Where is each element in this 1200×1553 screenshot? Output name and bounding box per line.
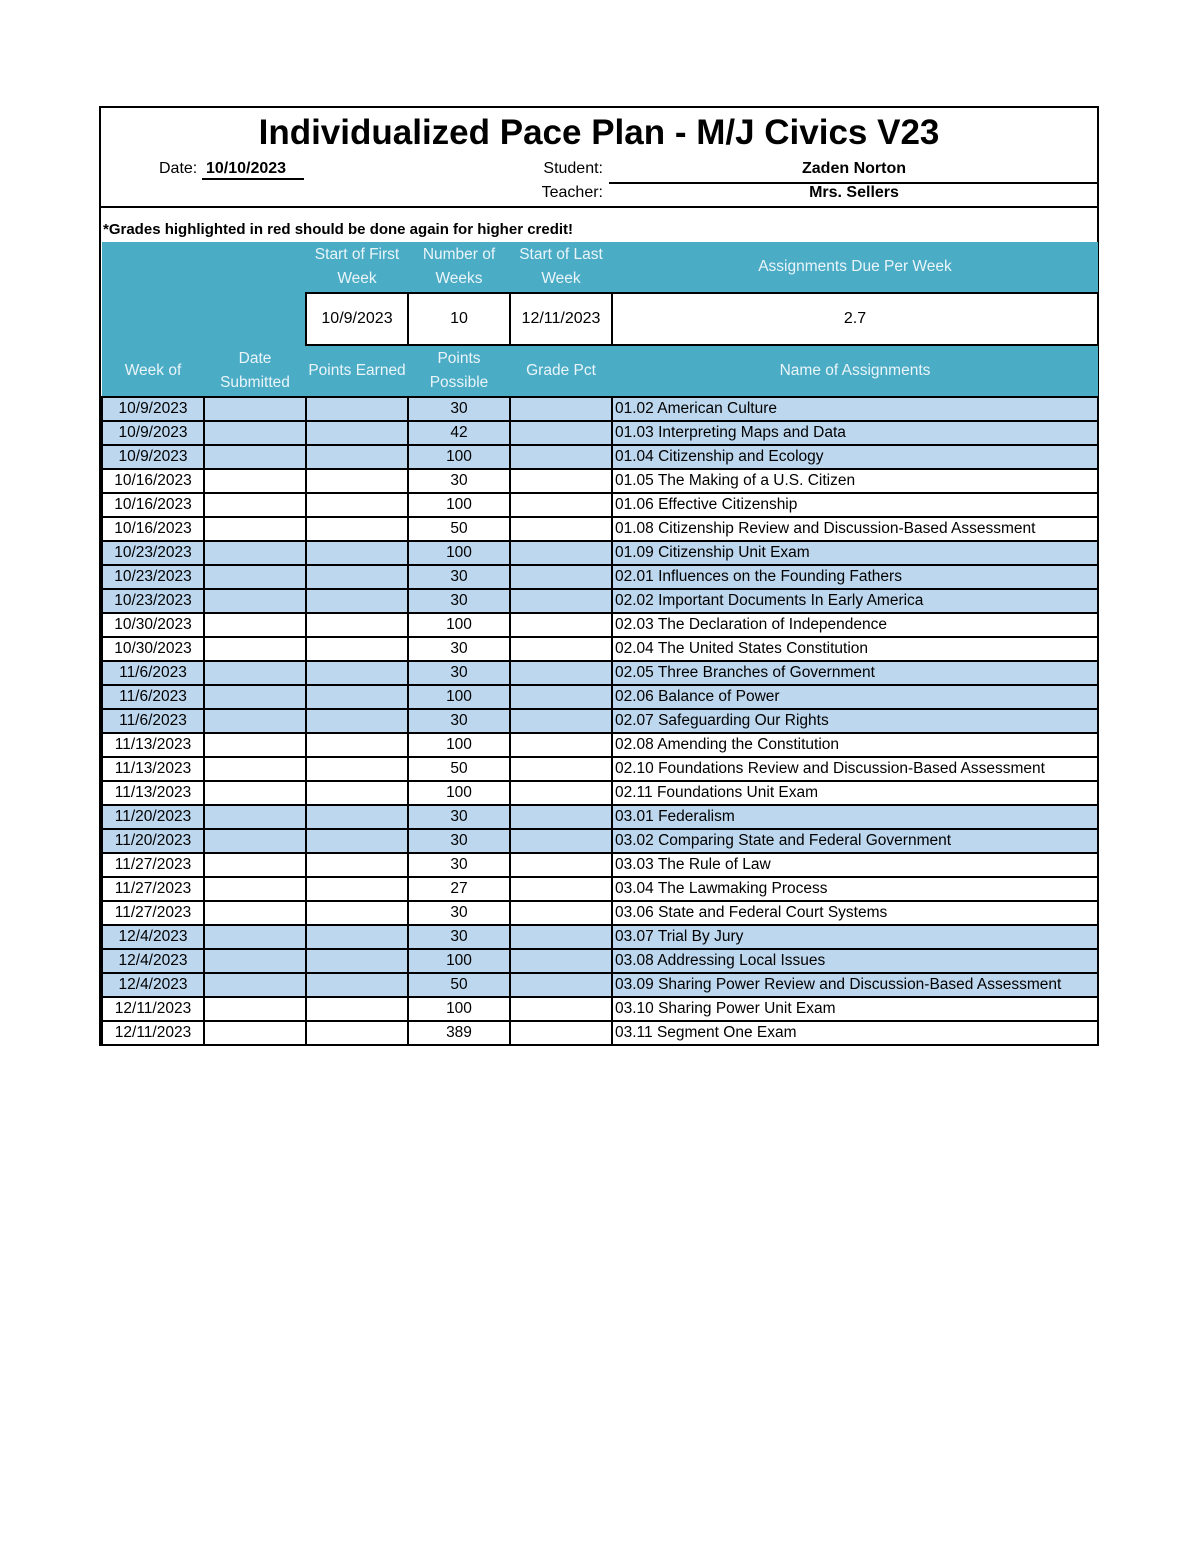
date-submitted-cell[interactable] xyxy=(204,781,306,805)
assignment-name-cell: 03.09 Sharing Power Review and Discussion-Based Assessment xyxy=(612,973,1098,997)
grade-pct-cell xyxy=(510,637,612,661)
points-possible-cell: 30 xyxy=(408,589,510,613)
column-header-row xyxy=(102,345,1098,397)
points-possible-cell: 42 xyxy=(408,421,510,445)
grade-pct-cell xyxy=(510,949,612,973)
week-of-cell: 12/4/2023 xyxy=(102,949,204,973)
week-of-cell: 12/4/2023 xyxy=(102,973,204,997)
date-submitted-cell[interactable] xyxy=(204,589,306,613)
table-row xyxy=(102,973,1098,997)
grade-pct-cell xyxy=(510,973,612,997)
col-assignment-name: Name of Assignments xyxy=(612,345,1098,397)
points-possible-cell: 30 xyxy=(408,661,510,685)
grade-pct-cell xyxy=(510,685,612,709)
assignment-name-cell: 02.01 Influences on the Founding Fathers xyxy=(612,565,1098,589)
week-of-cell: 10/30/2023 xyxy=(102,613,204,637)
date-submitted-cell[interactable] xyxy=(204,445,306,469)
points-possible-cell: 50 xyxy=(408,757,510,781)
points-earned-cell[interactable] xyxy=(306,925,408,949)
grade-pct-cell xyxy=(510,877,612,901)
assignment-name-cell: 03.10 Sharing Power Unit Exam xyxy=(612,997,1098,1021)
date-submitted-cell[interactable] xyxy=(204,733,306,757)
grade-pct-cell xyxy=(510,1021,612,1045)
date-submitted-cell[interactable] xyxy=(204,757,306,781)
table-row xyxy=(102,661,1098,685)
table-row xyxy=(102,589,1098,613)
points-earned-cell[interactable] xyxy=(306,661,408,685)
grade-pct-cell xyxy=(510,733,612,757)
points-earned-cell[interactable] xyxy=(306,877,408,901)
points-possible-cell: 100 xyxy=(408,613,510,637)
points-possible-cell: 100 xyxy=(408,997,510,1021)
teacher-value: Mrs. Sellers xyxy=(609,184,1099,208)
assignment-name-cell: 03.03 The Rule of Law xyxy=(612,853,1098,877)
date-submitted-cell[interactable] xyxy=(204,637,306,661)
points-earned-cell[interactable] xyxy=(306,637,408,661)
table-row xyxy=(102,829,1098,853)
week-of-cell: 10/16/2023 xyxy=(102,469,204,493)
date-submitted-cell[interactable] xyxy=(204,469,306,493)
points-possible-cell: 100 xyxy=(408,445,510,469)
grade-pct-cell xyxy=(510,901,612,925)
week-of-cell: 10/23/2023 xyxy=(102,541,204,565)
week-of-cell: 10/9/2023 xyxy=(102,445,204,469)
week-of-cell: 11/27/2023 xyxy=(102,877,204,901)
week-of-cell: 11/6/2023 xyxy=(102,709,204,733)
points-earned-cell[interactable] xyxy=(306,997,408,1021)
assignment-name-cell: 02.02 Important Documents In Early America xyxy=(612,589,1098,613)
date-submitted-cell[interactable] xyxy=(204,421,306,445)
grades-note: *Grades highlighted in red should be done again for higher credit! xyxy=(101,206,1097,242)
assignment-name-cell: 03.11 Segment One Exam xyxy=(612,1021,1098,1045)
points-earned-cell[interactable] xyxy=(306,589,408,613)
assignment-name-cell: 03.01 Federalism xyxy=(612,805,1098,829)
week-of-cell: 11/6/2023 xyxy=(102,661,204,685)
date-submitted-cell[interactable] xyxy=(204,877,306,901)
table-row xyxy=(102,901,1098,925)
assignment-name-cell: 01.04 Citizenship and Ecology xyxy=(612,445,1098,469)
points-possible-cell: 30 xyxy=(408,469,510,493)
points-possible-cell: 50 xyxy=(408,517,510,541)
table-row xyxy=(102,397,1098,421)
points-earned-cell[interactable] xyxy=(306,973,408,997)
assignment-name-cell: 02.03 The Declaration of Independence xyxy=(612,613,1098,637)
table-row xyxy=(102,613,1098,637)
points-possible-cell: 27 xyxy=(408,877,510,901)
date-submitted-cell[interactable] xyxy=(204,829,306,853)
grade-pct-cell xyxy=(510,709,612,733)
table-row xyxy=(102,517,1098,541)
points-possible-cell: 100 xyxy=(408,541,510,565)
date-submitted-cell[interactable] xyxy=(204,661,306,685)
points-possible-cell: 100 xyxy=(408,685,510,709)
week-of-cell: 10/30/2023 xyxy=(102,637,204,661)
week-of-cell: 11/13/2023 xyxy=(102,733,204,757)
date-submitted-cell[interactable] xyxy=(204,685,306,709)
table-row xyxy=(102,949,1098,973)
date-submitted-cell[interactable] xyxy=(204,997,306,1021)
assignment-name-cell: 03.06 State and Federal Court Systems xyxy=(612,901,1098,925)
points-possible-cell: 30 xyxy=(408,637,510,661)
grade-pct-cell xyxy=(510,613,612,637)
table-row xyxy=(102,469,1098,493)
week-of-cell: 12/11/2023 xyxy=(102,997,204,1021)
week-of-cell: 11/6/2023 xyxy=(102,685,204,709)
assignment-name-cell: 02.07 Safeguarding Our Rights xyxy=(612,709,1098,733)
pace-table xyxy=(101,242,1099,1046)
week-of-cell: 10/16/2023 xyxy=(102,493,204,517)
info-block xyxy=(101,158,1097,206)
assignment-name-cell: 01.08 Citizenship Review and Discussion-Based Assessment xyxy=(612,517,1098,541)
week-of-cell: 10/9/2023 xyxy=(102,397,204,421)
table-row xyxy=(102,733,1098,757)
table-row xyxy=(102,853,1098,877)
student-label: Student: xyxy=(543,160,603,177)
date-submitted-cell[interactable] xyxy=(204,925,306,949)
page-title: Individualized Pace Plan - M/J Civics V23 xyxy=(258,113,940,152)
date-submitted-cell[interactable] xyxy=(204,493,306,517)
table-row xyxy=(102,421,1098,445)
date-submitted-cell[interactable] xyxy=(204,853,306,877)
grade-pct-cell xyxy=(510,589,612,613)
grade-pct-cell xyxy=(510,853,612,877)
grade-pct-cell xyxy=(510,421,612,445)
date-submitted-cell[interactable] xyxy=(204,709,306,733)
start-last-week-value: 12/11/2023 xyxy=(510,293,612,345)
points-earned-cell[interactable] xyxy=(306,445,408,469)
grade-pct-cell xyxy=(510,805,612,829)
points-earned-cell[interactable] xyxy=(306,781,408,805)
week-of-cell: 11/13/2023 xyxy=(102,757,204,781)
grade-pct-cell xyxy=(510,997,612,1021)
week-of-cell: 11/20/2023 xyxy=(102,829,204,853)
points-earned-cell[interactable] xyxy=(306,613,408,637)
assignment-name-cell: 01.02 American Culture xyxy=(612,397,1098,421)
week-of-cell: 11/27/2023 xyxy=(102,853,204,877)
points-earned-cell[interactable] xyxy=(306,757,408,781)
points-possible-cell: 389 xyxy=(408,1021,510,1045)
date-submitted-cell[interactable] xyxy=(204,541,306,565)
points-earned-cell[interactable] xyxy=(306,421,408,445)
date-submitted-cell[interactable] xyxy=(204,397,306,421)
student-value: Zaden Norton xyxy=(609,160,1099,184)
points-earned-cell[interactable] xyxy=(306,493,408,517)
assignment-name-cell: 02.11 Foundations Unit Exam xyxy=(612,781,1098,805)
points-possible-cell: 30 xyxy=(408,709,510,733)
table-row xyxy=(102,1021,1098,1045)
col-grade-pct: Grade Pct xyxy=(510,345,612,397)
col-week-of: Week of xyxy=(102,345,204,397)
date-submitted-cell[interactable] xyxy=(204,517,306,541)
week-of-cell: 11/13/2023 xyxy=(102,781,204,805)
grade-pct-cell xyxy=(510,469,612,493)
assignment-name-cell: 02.05 Three Branches of Government xyxy=(612,661,1098,685)
week-of-cell: 10/9/2023 xyxy=(102,421,204,445)
assignment-name-cell: 03.07 Trial By Jury xyxy=(612,925,1098,949)
points-possible-cell: 100 xyxy=(408,781,510,805)
grade-pct-cell xyxy=(510,493,612,517)
table-row xyxy=(102,757,1098,781)
assignment-name-cell: 02.04 The United States Constitution xyxy=(612,637,1098,661)
date-submitted-cell[interactable] xyxy=(204,1021,306,1045)
points-earned-cell[interactable] xyxy=(306,541,408,565)
points-earned-cell[interactable] xyxy=(306,1021,408,1045)
assignment-name-cell: 02.10 Foundations Review and Discussion-Based Assessment xyxy=(612,757,1098,781)
summary-value-row xyxy=(102,293,1098,345)
date-submitted-cell[interactable] xyxy=(204,565,306,589)
date-submitted-cell[interactable] xyxy=(204,901,306,925)
start-last-week-header: Start of Last Week xyxy=(510,242,612,293)
week-of-cell: 10/16/2023 xyxy=(102,517,204,541)
start-first-week-header: Start of First Week xyxy=(306,242,408,293)
points-possible-cell: 30 xyxy=(408,565,510,589)
points-possible-cell: 30 xyxy=(408,853,510,877)
assignment-name-cell: 01.09 Citizenship Unit Exam xyxy=(612,541,1098,565)
start-first-week-value: 10/9/2023 xyxy=(306,293,408,345)
assignments-per-week-header: Assignments Due Per Week xyxy=(612,242,1098,293)
number-of-weeks-header: Number of Weeks xyxy=(408,242,510,293)
date-label: Date: xyxy=(159,160,198,177)
points-earned-cell[interactable] xyxy=(306,733,408,757)
assignment-name-cell: 03.02 Comparing State and Federal Government xyxy=(612,829,1098,853)
points-earned-cell[interactable] xyxy=(306,685,408,709)
assignment-name-cell: 03.08 Addressing Local Issues xyxy=(612,949,1098,973)
assignment-name-cell: 03.04 The Lawmaking Process xyxy=(612,877,1098,901)
pace-plan-sheet xyxy=(99,106,1099,1046)
points-earned-cell[interactable] xyxy=(306,949,408,973)
date-submitted-cell[interactable] xyxy=(204,613,306,637)
grade-pct-cell xyxy=(510,829,612,853)
week-of-cell: 11/20/2023 xyxy=(102,805,204,829)
points-possible-cell: 30 xyxy=(408,805,510,829)
col-points-earned: Points Earned xyxy=(306,345,408,397)
points-earned-cell[interactable] xyxy=(306,853,408,877)
table-row xyxy=(102,493,1098,517)
grade-pct-cell xyxy=(510,781,612,805)
table-row xyxy=(102,925,1098,949)
assignments-per-week-value: 2.7 xyxy=(612,293,1098,345)
points-possible-cell: 30 xyxy=(408,397,510,421)
grade-pct-cell xyxy=(510,925,612,949)
points-earned-cell[interactable] xyxy=(306,805,408,829)
points-earned-cell[interactable] xyxy=(306,565,408,589)
table-row xyxy=(102,445,1098,469)
assignment-name-cell: 01.03 Interpreting Maps and Data xyxy=(612,421,1098,445)
table-row xyxy=(102,877,1098,901)
points-earned-cell[interactable] xyxy=(306,829,408,853)
grade-pct-cell xyxy=(510,661,612,685)
assignment-name-cell: 01.06 Effective Citizenship xyxy=(612,493,1098,517)
table-row xyxy=(102,709,1098,733)
date-value: 10/10/2023 xyxy=(202,160,304,180)
points-earned-cell[interactable] xyxy=(306,901,408,925)
date-submitted-cell[interactable] xyxy=(204,805,306,829)
grade-pct-cell xyxy=(510,397,612,421)
week-of-cell: 10/23/2023 xyxy=(102,589,204,613)
week-of-cell: 10/23/2023 xyxy=(102,565,204,589)
number-of-weeks-value: 10 xyxy=(408,293,510,345)
col-date-submitted: Date Submitted xyxy=(204,345,306,397)
col-points-possible: Points Possible xyxy=(408,345,510,397)
table-row xyxy=(102,997,1098,1021)
points-possible-cell: 100 xyxy=(408,733,510,757)
date-submitted-cell[interactable] xyxy=(204,973,306,997)
date-submitted-cell[interactable] xyxy=(204,949,306,973)
grade-pct-cell xyxy=(510,517,612,541)
points-earned-cell[interactable] xyxy=(306,469,408,493)
grade-pct-cell xyxy=(510,757,612,781)
assignment-name-cell: 02.06 Balance of Power xyxy=(612,685,1098,709)
table-row xyxy=(102,685,1098,709)
table-row xyxy=(102,565,1098,589)
week-of-cell: 12/11/2023 xyxy=(102,1021,204,1045)
points-possible-cell: 30 xyxy=(408,925,510,949)
points-possible-cell: 30 xyxy=(408,829,510,853)
assignment-name-cell: 01.05 The Making of a U.S. Citizen xyxy=(612,469,1098,493)
table-row xyxy=(102,805,1098,829)
points-possible-cell: 50 xyxy=(408,973,510,997)
table-row xyxy=(102,781,1098,805)
points-possible-cell: 100 xyxy=(408,949,510,973)
week-of-cell: 11/27/2023 xyxy=(102,901,204,925)
table-row xyxy=(102,637,1098,661)
points-earned-cell[interactable] xyxy=(306,517,408,541)
grade-pct-cell xyxy=(510,445,612,469)
assignment-name-cell: 02.08 Amending the Constitution xyxy=(612,733,1098,757)
grade-pct-cell xyxy=(510,541,612,565)
week-of-cell: 12/4/2023 xyxy=(102,925,204,949)
teacher-label: Teacher: xyxy=(541,184,603,201)
points-possible-cell: 30 xyxy=(408,901,510,925)
summary-header-row xyxy=(102,242,1098,293)
points-earned-cell[interactable] xyxy=(306,709,408,733)
points-earned-cell[interactable] xyxy=(306,397,408,421)
table-row xyxy=(102,541,1098,565)
points-possible-cell: 100 xyxy=(408,493,510,517)
grade-pct-cell xyxy=(510,565,612,589)
